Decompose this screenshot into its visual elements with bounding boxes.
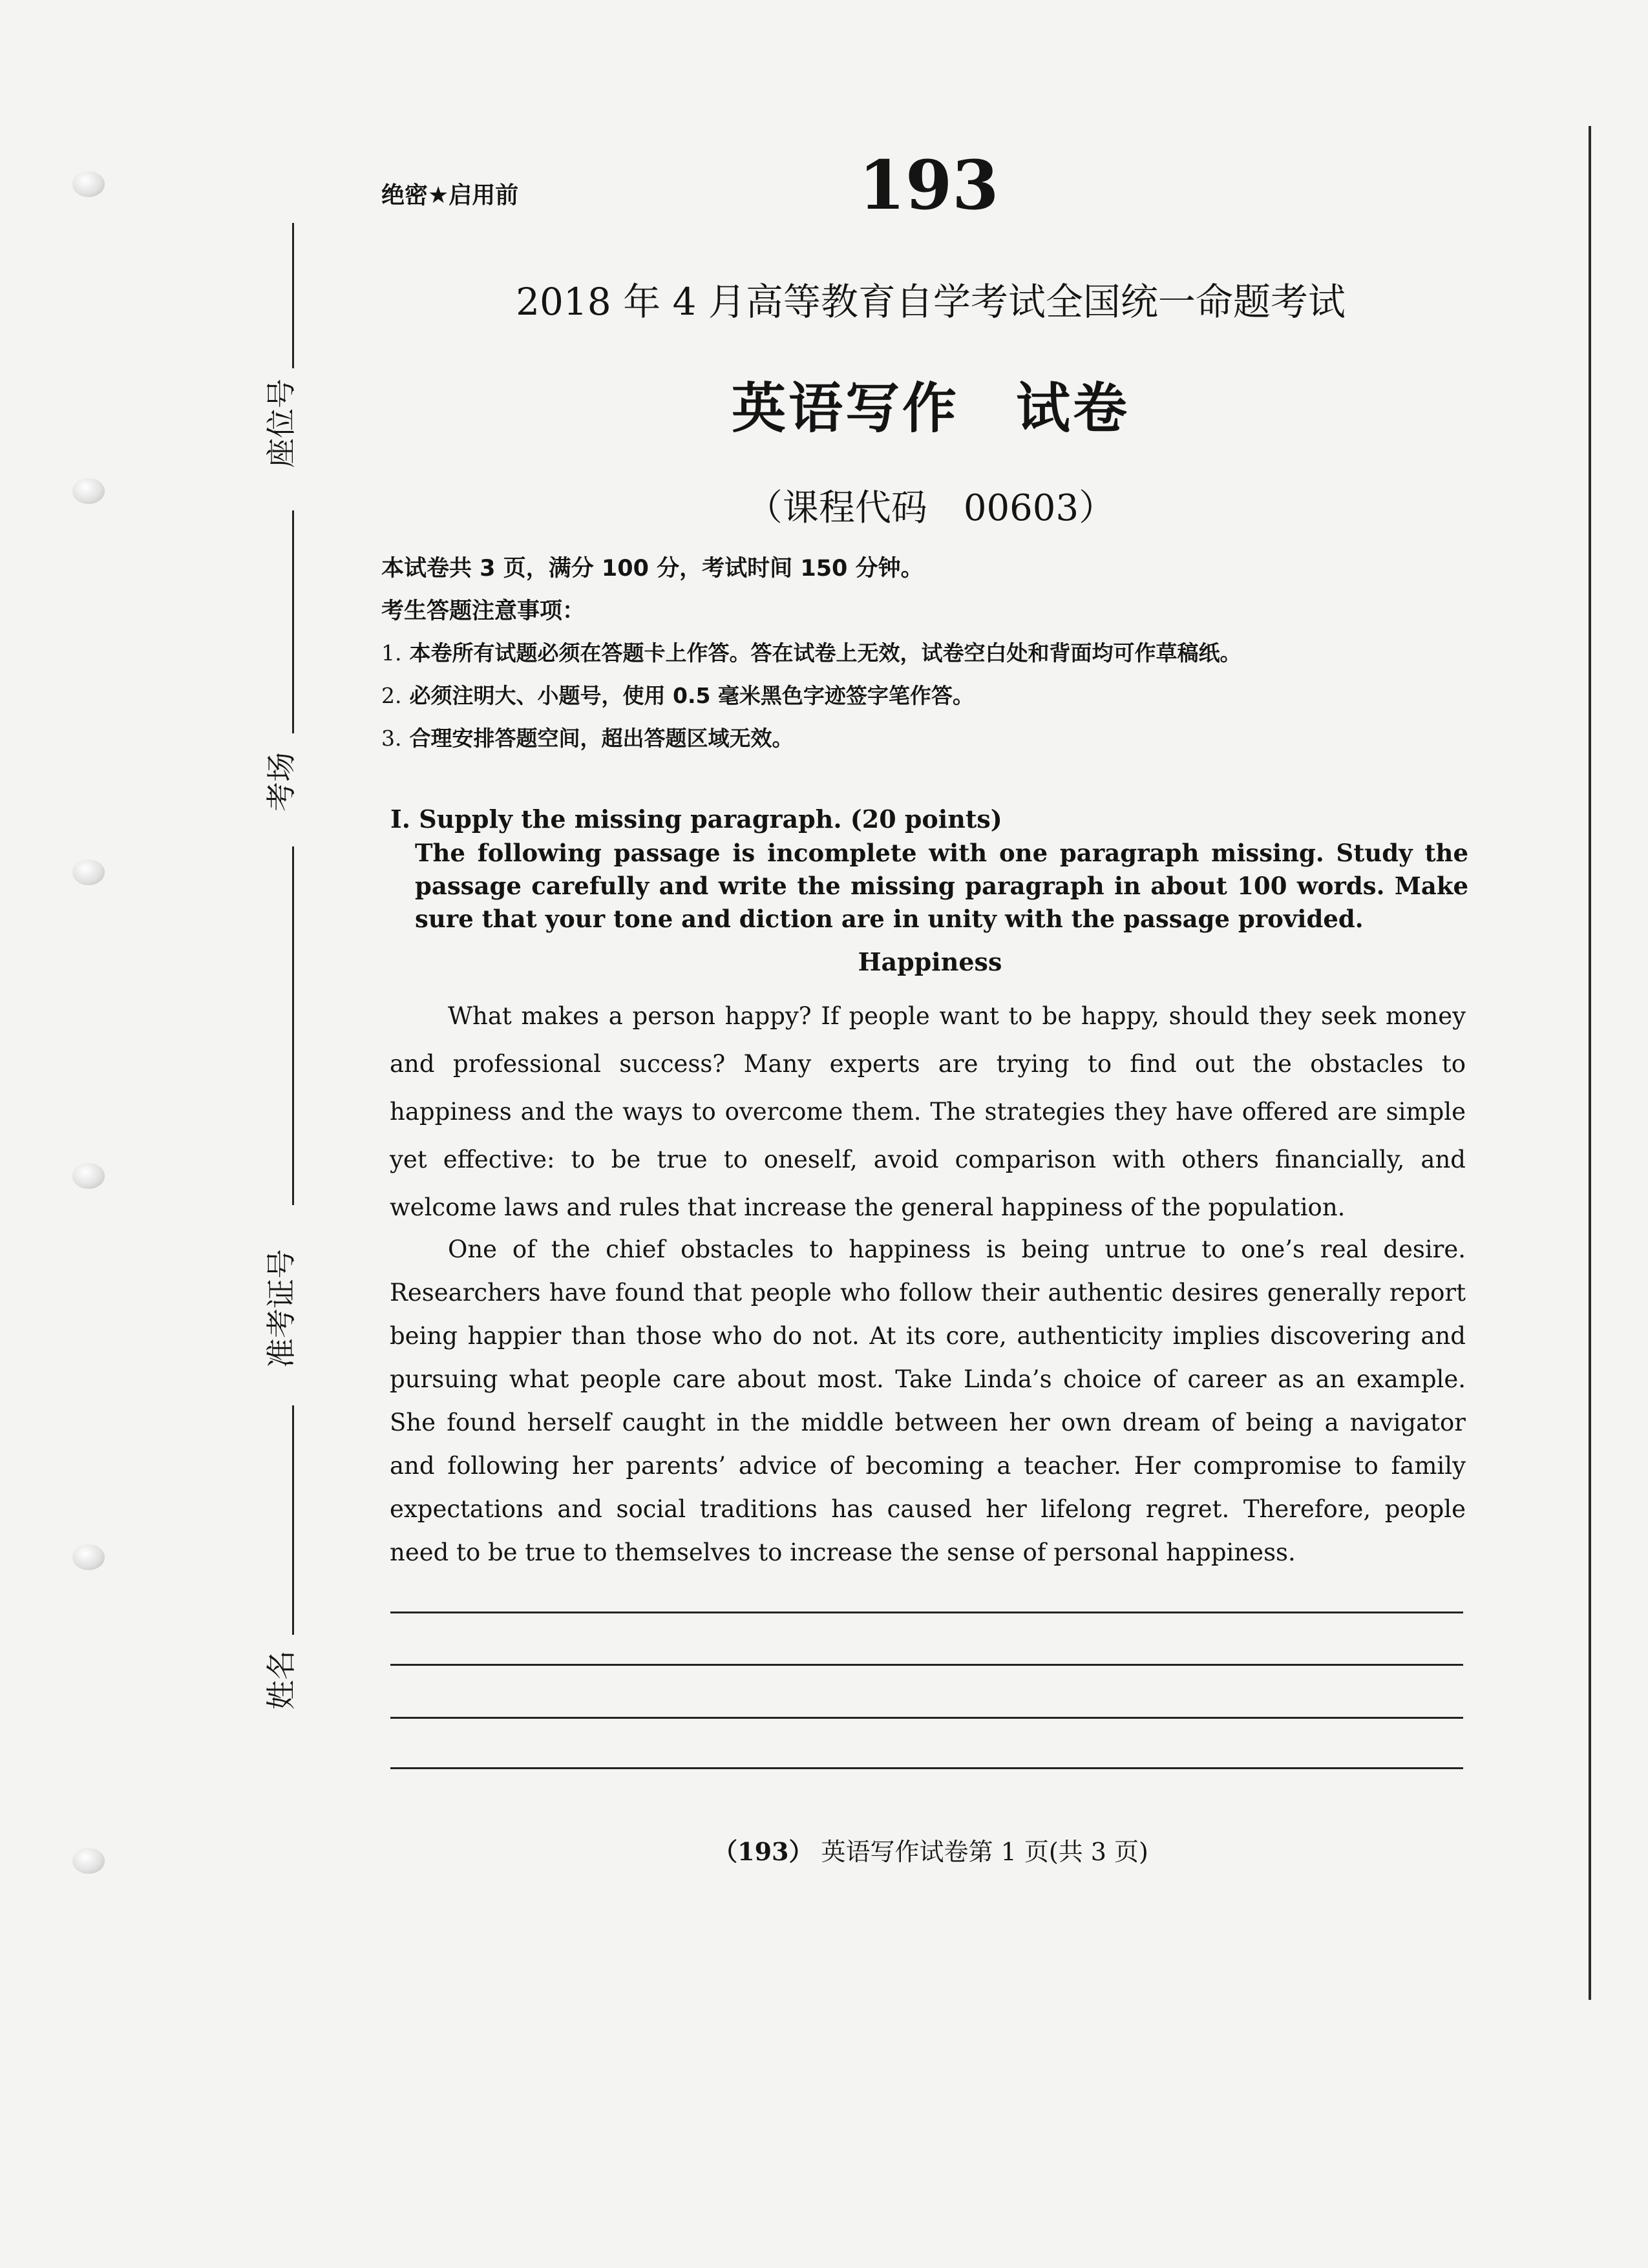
footer-code: （193） [713,1837,814,1866]
punch-hole [72,859,105,885]
exam-summary: 本试卷共 3 页，满分 100 分，考试时间 150 分钟。 [381,556,924,582]
room-label: 考场 [264,752,299,812]
answer-line [390,1767,1463,1769]
subject-title: 英语写作 试卷 [731,376,1130,440]
page-footer [401,1832,1461,1867]
footer-text: 英语写作试卷第 1 页(共 3 页) [821,1838,1148,1866]
section-heading: I. Supply the missing paragraph. (20 points) [390,804,1002,834]
answer-line [390,1664,1463,1666]
notes-title: 考生答题注意事项： [381,598,586,624]
ticket-label: 准考证号 [264,1249,299,1368]
note-number: 3. [381,726,402,751]
section-instructions: The following passage is incomplete with one paragraph missing. Study the passage carefully and write the missing paragraph in about 100 words. Make sure that your tone and diction are in unity with the passage provided. [415,839,1468,933]
note-number: 1. [381,640,402,666]
note-item [381,722,794,752]
note-text: 本卷所有试题必须在答题卡上作答。答在试卷上无效，试卷空白处和背面均可作草稿纸。 [409,640,1241,666]
seat-label: 座位号 [264,379,299,468]
passage-paragraph: What makes a person happy? If people want to be happy, should they seek money and professional success? Many experts are trying to find out the obstacles to happiness and the ways to overcome them. The strategies they have offered are simple yet effective: to be true to oneself, avoid comparison with others financially, and welcome laws and rules that increase the general happiness of the population. [390,1002,1466,1221]
answer-line [390,1717,1463,1719]
punch-hole [72,1848,105,1874]
passage-paragraph: One of the chief obstacles to happiness is being untrue to one’s real desire. Researchers have found that people who follow their authentic desires generally report being happier than those who do not. At its core, authenticity implies discovering and pursuing what people care about most. Take Linda’s choice of career as an example. She found herself caught in the middle between her own dream of being a navigator and following her parents’ advice of becoming a teacher. Her compromise to family expectations and social traditions has caused her lifelong regret. Therefore, people need to be true to themselves to increase the sense of personal happiness. [390,1235,1466,1566]
paper-number: 193 [858,145,999,225]
note-text: 合理安排答题空间，超出答题区域无效。 [409,726,794,751]
punch-hole [72,1163,105,1189]
seat-line [292,223,294,368]
exam-title: 2018 年 4 月高等教育自学考试全国统一命题考试 [516,280,1346,324]
note-item [381,636,1241,667]
passage-title: Happiness [858,947,1002,976]
note-number: 2. [381,683,402,708]
answer-line [390,1612,1463,1613]
secret-label: 绝密★启用前 [381,182,519,209]
name-label: 姓名 [264,1650,299,1710]
course-code: （课程代码 00603） [746,487,1115,529]
room-line [292,510,294,733]
punch-hole [72,1544,105,1570]
note-item [381,679,974,709]
page-edge-line [1589,126,1591,2000]
punch-hole [72,478,105,504]
ticket-line [292,846,294,1205]
name-line [292,1405,294,1635]
note-text: 必须注明大、小题号，使用 0.5 毫米黑色字迹签字笔作答。 [409,683,974,708]
